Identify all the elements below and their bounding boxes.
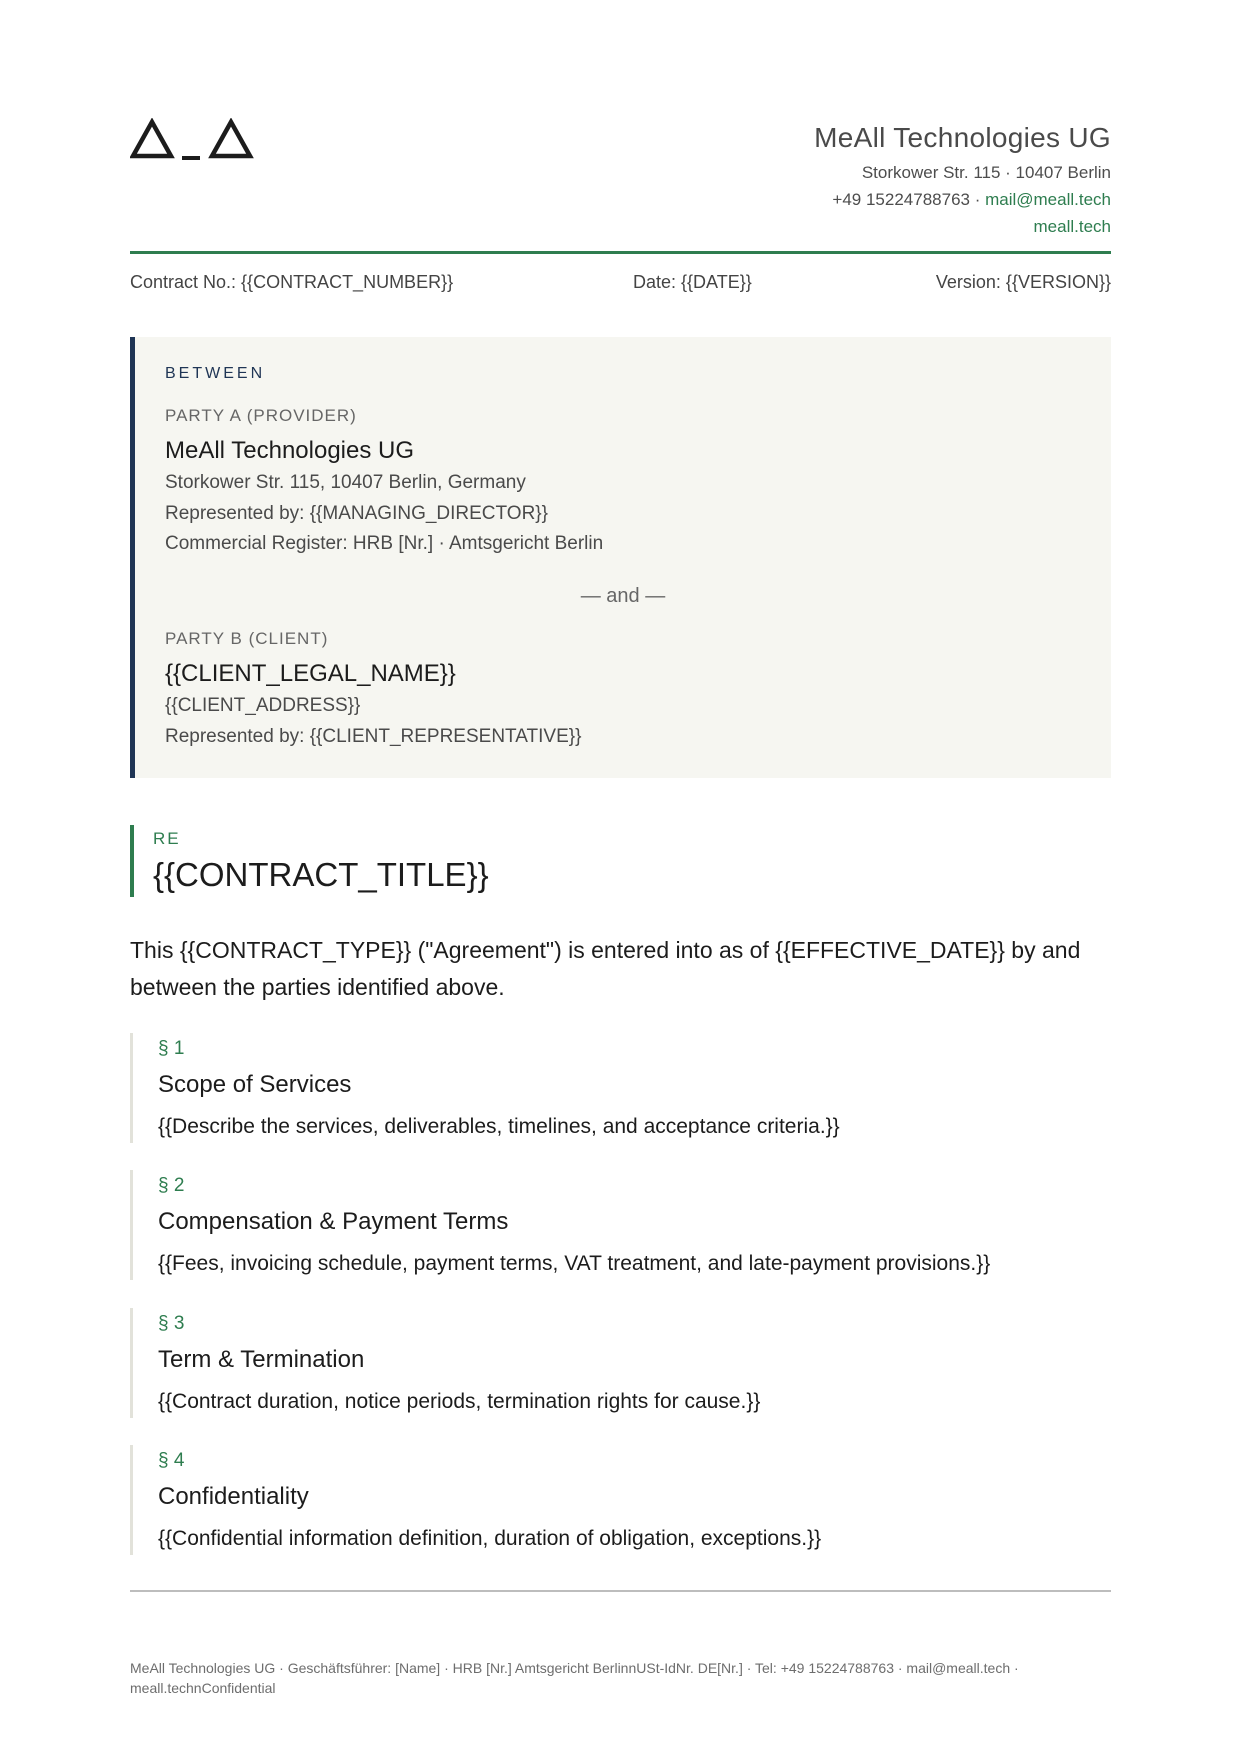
section-title: Confidentiality xyxy=(158,1483,309,1510)
header-divider xyxy=(130,251,1111,254)
section-4 xyxy=(130,1445,1111,1555)
party-a-name: MeAll Technologies UG xyxy=(165,437,415,464)
company-website-link[interactable]: meall.tech xyxy=(1033,217,1111,236)
company-email-link[interactable]: mail@meall.tech xyxy=(985,190,1111,209)
company-contact-line xyxy=(814,186,1111,213)
company-info xyxy=(814,121,1111,240)
company-logo xyxy=(130,118,260,166)
re-label: RE xyxy=(153,829,181,848)
party-b-name: {{CLIENT_LEGAL_NAME}} xyxy=(165,660,456,687)
party-b-representative: Represented by: {{CLIENT_REPRESENTATIVE}} xyxy=(165,726,582,747)
section-number: § 2 xyxy=(158,1175,185,1196)
section-title: Term & Termination xyxy=(158,1346,365,1373)
party-b-address: {{CLIENT_ADDRESS}} xyxy=(165,695,361,716)
section-number: § 1 xyxy=(158,1038,185,1059)
section-1 xyxy=(130,1033,1111,1143)
section-title: Compensation & Payment Terms xyxy=(158,1208,509,1235)
between-heading: BETWEEN xyxy=(165,365,266,382)
footer-divider xyxy=(130,1590,1111,1592)
party-a-address: Storkower Str. 115, 10407 Berlin, Germany xyxy=(165,472,526,493)
contract-version: Version: {{VERSION}} xyxy=(935,272,1111,292)
contract-date: Date: {{DATE}} xyxy=(633,272,752,292)
section-number: § 3 xyxy=(158,1313,185,1334)
section-title: Scope of Services xyxy=(158,1071,352,1098)
party-a-label: PARTY A (PROVIDER) xyxy=(165,406,357,425)
section-body: {{Describe the services, deliverables, timelines, and acceptance criteria.}} xyxy=(158,1115,840,1138)
party-b-label: PARTY B (CLIENT) xyxy=(165,629,329,648)
party-a-register: Commercial Register: HRB [Nr.] · Amtsgericht Berlin xyxy=(165,533,604,554)
section-number: § 4 xyxy=(158,1450,185,1471)
contract-title: {{CONTRACT_TITLE}} xyxy=(153,856,489,893)
section-body: {{Contract duration, notice periods, termination rights for cause.}} xyxy=(158,1390,761,1413)
contract-page xyxy=(130,0,1111,1754)
party-separator: — and — xyxy=(580,585,666,607)
company-address: Storkower Str. 115 · 10407 Berlin xyxy=(861,163,1111,182)
section-3 xyxy=(130,1308,1111,1418)
contract-number: Contract No.: {{CONTRACT_NUMBER}} xyxy=(130,272,454,292)
parties-box xyxy=(130,337,1111,778)
intro-paragraph: This {{CONTRACT_TYPE}} ("Agreement") is entered into as of {{EFFECTIVE_DATE}} by and between the parties identified above. xyxy=(130,937,1081,1000)
re-block xyxy=(130,825,489,897)
company-phone: +49 15224788763 · xyxy=(832,190,986,209)
company-name: MeAll Technologies UG xyxy=(814,122,1111,153)
section-body: {{Confidential information definition, duration of obligation, exceptions.}} xyxy=(158,1527,822,1550)
section-2 xyxy=(130,1170,1111,1280)
party-a-representative: Represented by: {{MANAGING_DIRECTOR}} xyxy=(165,503,548,524)
contract-meta xyxy=(130,272,1111,298)
section-body: {{Fees, invoicing schedule, payment terms, VAT treatment, and late-payment provisions.}} xyxy=(158,1252,991,1275)
page-footer: MeAll Technologies UG · Geschäftsführer: [Name] · HRB [Nr.] Amtsgericht BerlinnUSt-IdNr. DE[Nr.] · Tel: +49 15224788763 · mail@meall.tech · meall.technConfidential xyxy=(130,1660,1019,1696)
